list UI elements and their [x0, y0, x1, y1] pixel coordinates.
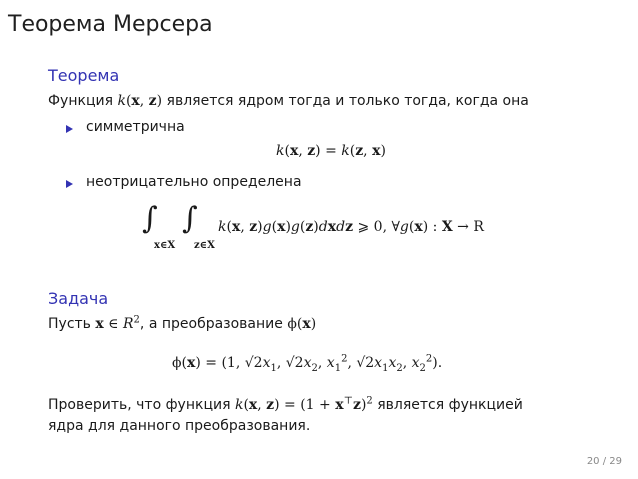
integral-subscript-x: x∈X	[154, 240, 176, 251]
theorem-item-nonneg: неотрицательно определена	[86, 174, 302, 190]
integral-sign: ∫	[182, 201, 198, 236]
theorem-statement: Функция k(x, z) является ядром тогда и только тогда, когда она	[48, 93, 529, 109]
task-title: Задача	[48, 289, 109, 308]
integral-condition	[142, 201, 542, 254]
integral-subscript-z: z∈X	[194, 240, 215, 251]
page-number: 20 / 29	[586, 456, 622, 467]
symmetry-equation: k(x, z) = k(z, x)	[276, 143, 386, 159]
task-line1: Пусть x ∈ $R^2$, а преобразование ϕ(x)	[48, 314, 317, 332]
integral-body: k(x, z)g(x)g(z)dxdz ⩾ 0, ∀g(x) : X → R	[218, 219, 484, 235]
theorem-title: Теорема	[48, 66, 120, 85]
integral-sign: ∫	[142, 201, 158, 236]
theorem-item-symmetric: симметрична	[86, 119, 185, 135]
task-verify-line2: ядра для данного преобразования.	[48, 418, 311, 434]
bullet-icon	[66, 180, 73, 188]
kernel-expression: k(x, z)	[117, 93, 163, 109]
bullet-icon	[66, 125, 73, 133]
frame-title: Теорема Мерсера	[8, 12, 213, 37]
phi-definition: ϕ(x) = (1, $√2x_1$, $√2x_2$, $x_1^2$, $√2x_1x_2$, $x_2^2$).	[172, 353, 443, 374]
task-verify-line1: Проверить, что функция k(x, $z) = (1 + x^⊤z)^2$ является функцией	[48, 395, 523, 413]
